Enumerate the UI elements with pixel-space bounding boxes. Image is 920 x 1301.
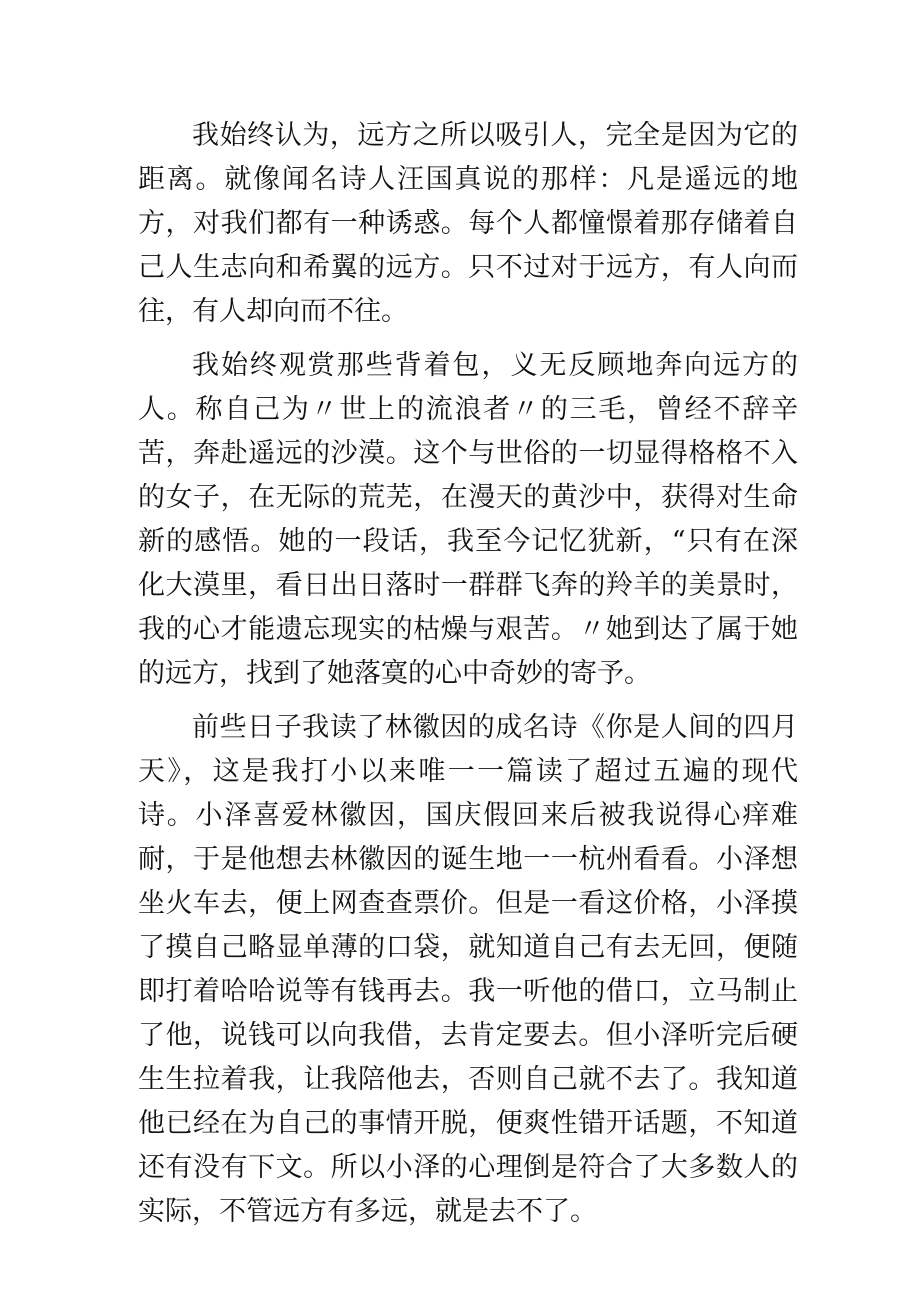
paragraph-1: 我始终认为，远方之所以吸引人，完全是因为它的距离。就像闻名诗人汪国真说的那样：凡是遥远的地方，对我们都有一种诱惑。每个人都憧憬着那存储着自己人生志向和希翼的远方。只不过对于远方，有人向而往，有人却向而不往。 <box>138 120 798 327</box>
document-body <box>138 114 798 1244</box>
paragraph-3: 前些日子我读了林徽因的成名诗《你是人间的四月天》，这是我打小以来唯一一篇读了超过五遍的现代诗。小泽喜爱林徽因，国庆假回来后被我说得心痒难耐，于是他想去林徽因的诞生地一一杭州看看。小泽想坐火车去，便上网查查票价。但是一看这价格，小泽摸了摸自己略显单薄的口袋，就知道自己有去无回，便随即打着哈哈说等有钱再去。我一听他的借口，立马制止了他，说钱可以向我借，去肯定要去。但小泽听完后硬生生拉着我，让我陪他去，否则自己就不去了。我知道他已经在为自己的事情开脱，便爽性错开话题，不知道还有没有下文。所以小泽的心理倒是符合了大多数人的实际，不管远方有多远，就是去不了。 <box>138 712 798 1227</box>
paragraph-2: 我始终观赏那些背着包，义无反顾地奔向远方的人。称自己为〃世上的流浪者〃的三毛，曾经不辞辛苦，奔赴遥远的沙漠。这个与世俗的一切显得格格不入的女子，在无际的荒芜，在漫天的黄沙中，获得对生命新的感悟。她的一段话，我至今记忆犹新，“只有在深化大漠里，看日出日落时一群群飞奔的羚羊的美景时，我的心才能遗忘现实的枯燥与艰苦。〃她到达了属于她的远方，找到了她落寞的心中奇妙的寄予。 <box>138 350 798 689</box>
